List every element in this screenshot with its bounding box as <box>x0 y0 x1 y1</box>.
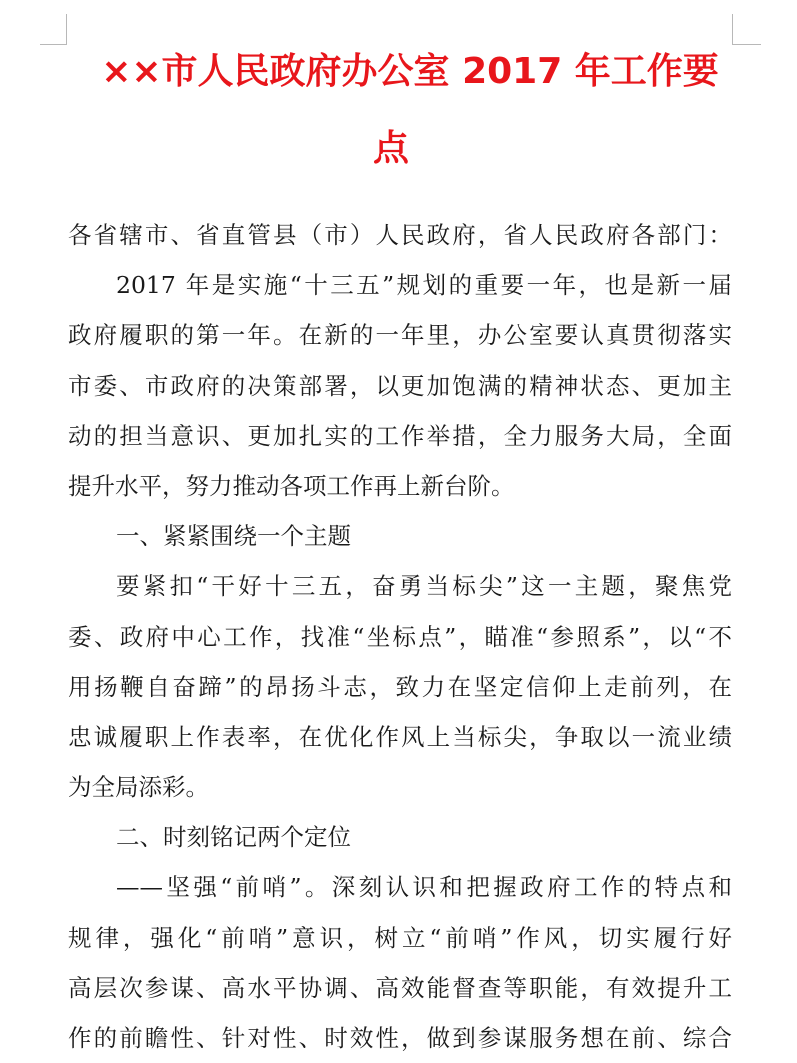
paragraph-line: 用扬鞭自奋蹄”的昂扬斗志，致力在坚定信仰上走前列，在 <box>68 672 732 701</box>
section-heading-2: 二、时刻铭记两个定位 <box>116 823 351 852</box>
paragraph-line: 委、政府中心工作，找准“坐标点”，瞄准“参照系”，以“不 <box>68 622 732 651</box>
paragraph-line: 市委、市政府的决策部署，以更加饱满的精神状态、更加主 <box>68 371 732 400</box>
paragraph-line: 要紧扣“干好十三五，奋勇当标尖”这一主题，聚焦党 <box>116 572 732 601</box>
paragraph-line: 2017 年是实施“十三五”规划的重要一年，也是新一届 <box>116 271 732 300</box>
document-title-line-2: 点 <box>373 128 410 169</box>
paragraph-line: 提升水平，努力推动各项工作再上新台阶。 <box>68 471 515 500</box>
paragraph-line: 政府履职的第一年。在新的一年里，办公室要认真贯彻落实 <box>68 321 732 350</box>
section-heading-1: 一、紧紧围绕一个主题 <box>116 522 351 551</box>
paragraph-line: 作的前瞻性、针对性、时效性，做到参谋服务想在前、综合 <box>68 1024 732 1052</box>
paragraph-line: 动的担当意识、更加扎实的工作举措，全力服务大局，全面 <box>68 421 732 450</box>
document-title-line-1: ××市人民政府办公室 2017 年工作要 <box>101 51 719 92</box>
document-body <box>68 210 732 1063</box>
paragraph-line: 为全局添彩。 <box>68 773 209 802</box>
crop-mark-top-left <box>40 14 67 45</box>
paragraph-line: 规律，强化“前哨”意识，树立“前哨”作风，切实履行好 <box>68 923 732 952</box>
paragraph-line: 高层次参谋、高水平协调、高效能督查等职能，有效提升工 <box>68 973 732 1002</box>
paragraph-line: 忠诚履职上作表率，在优化作风上当标尖，争取以一流业绩 <box>68 722 732 751</box>
crop-mark-top-right <box>732 14 761 45</box>
salutation-line: 各省辖市、省直管县（市）人民政府，省人民政府各部门： <box>68 221 732 249</box>
paragraph-line: ——坚强“前哨”。深刻认识和把握政府工作的特点和 <box>116 873 732 902</box>
